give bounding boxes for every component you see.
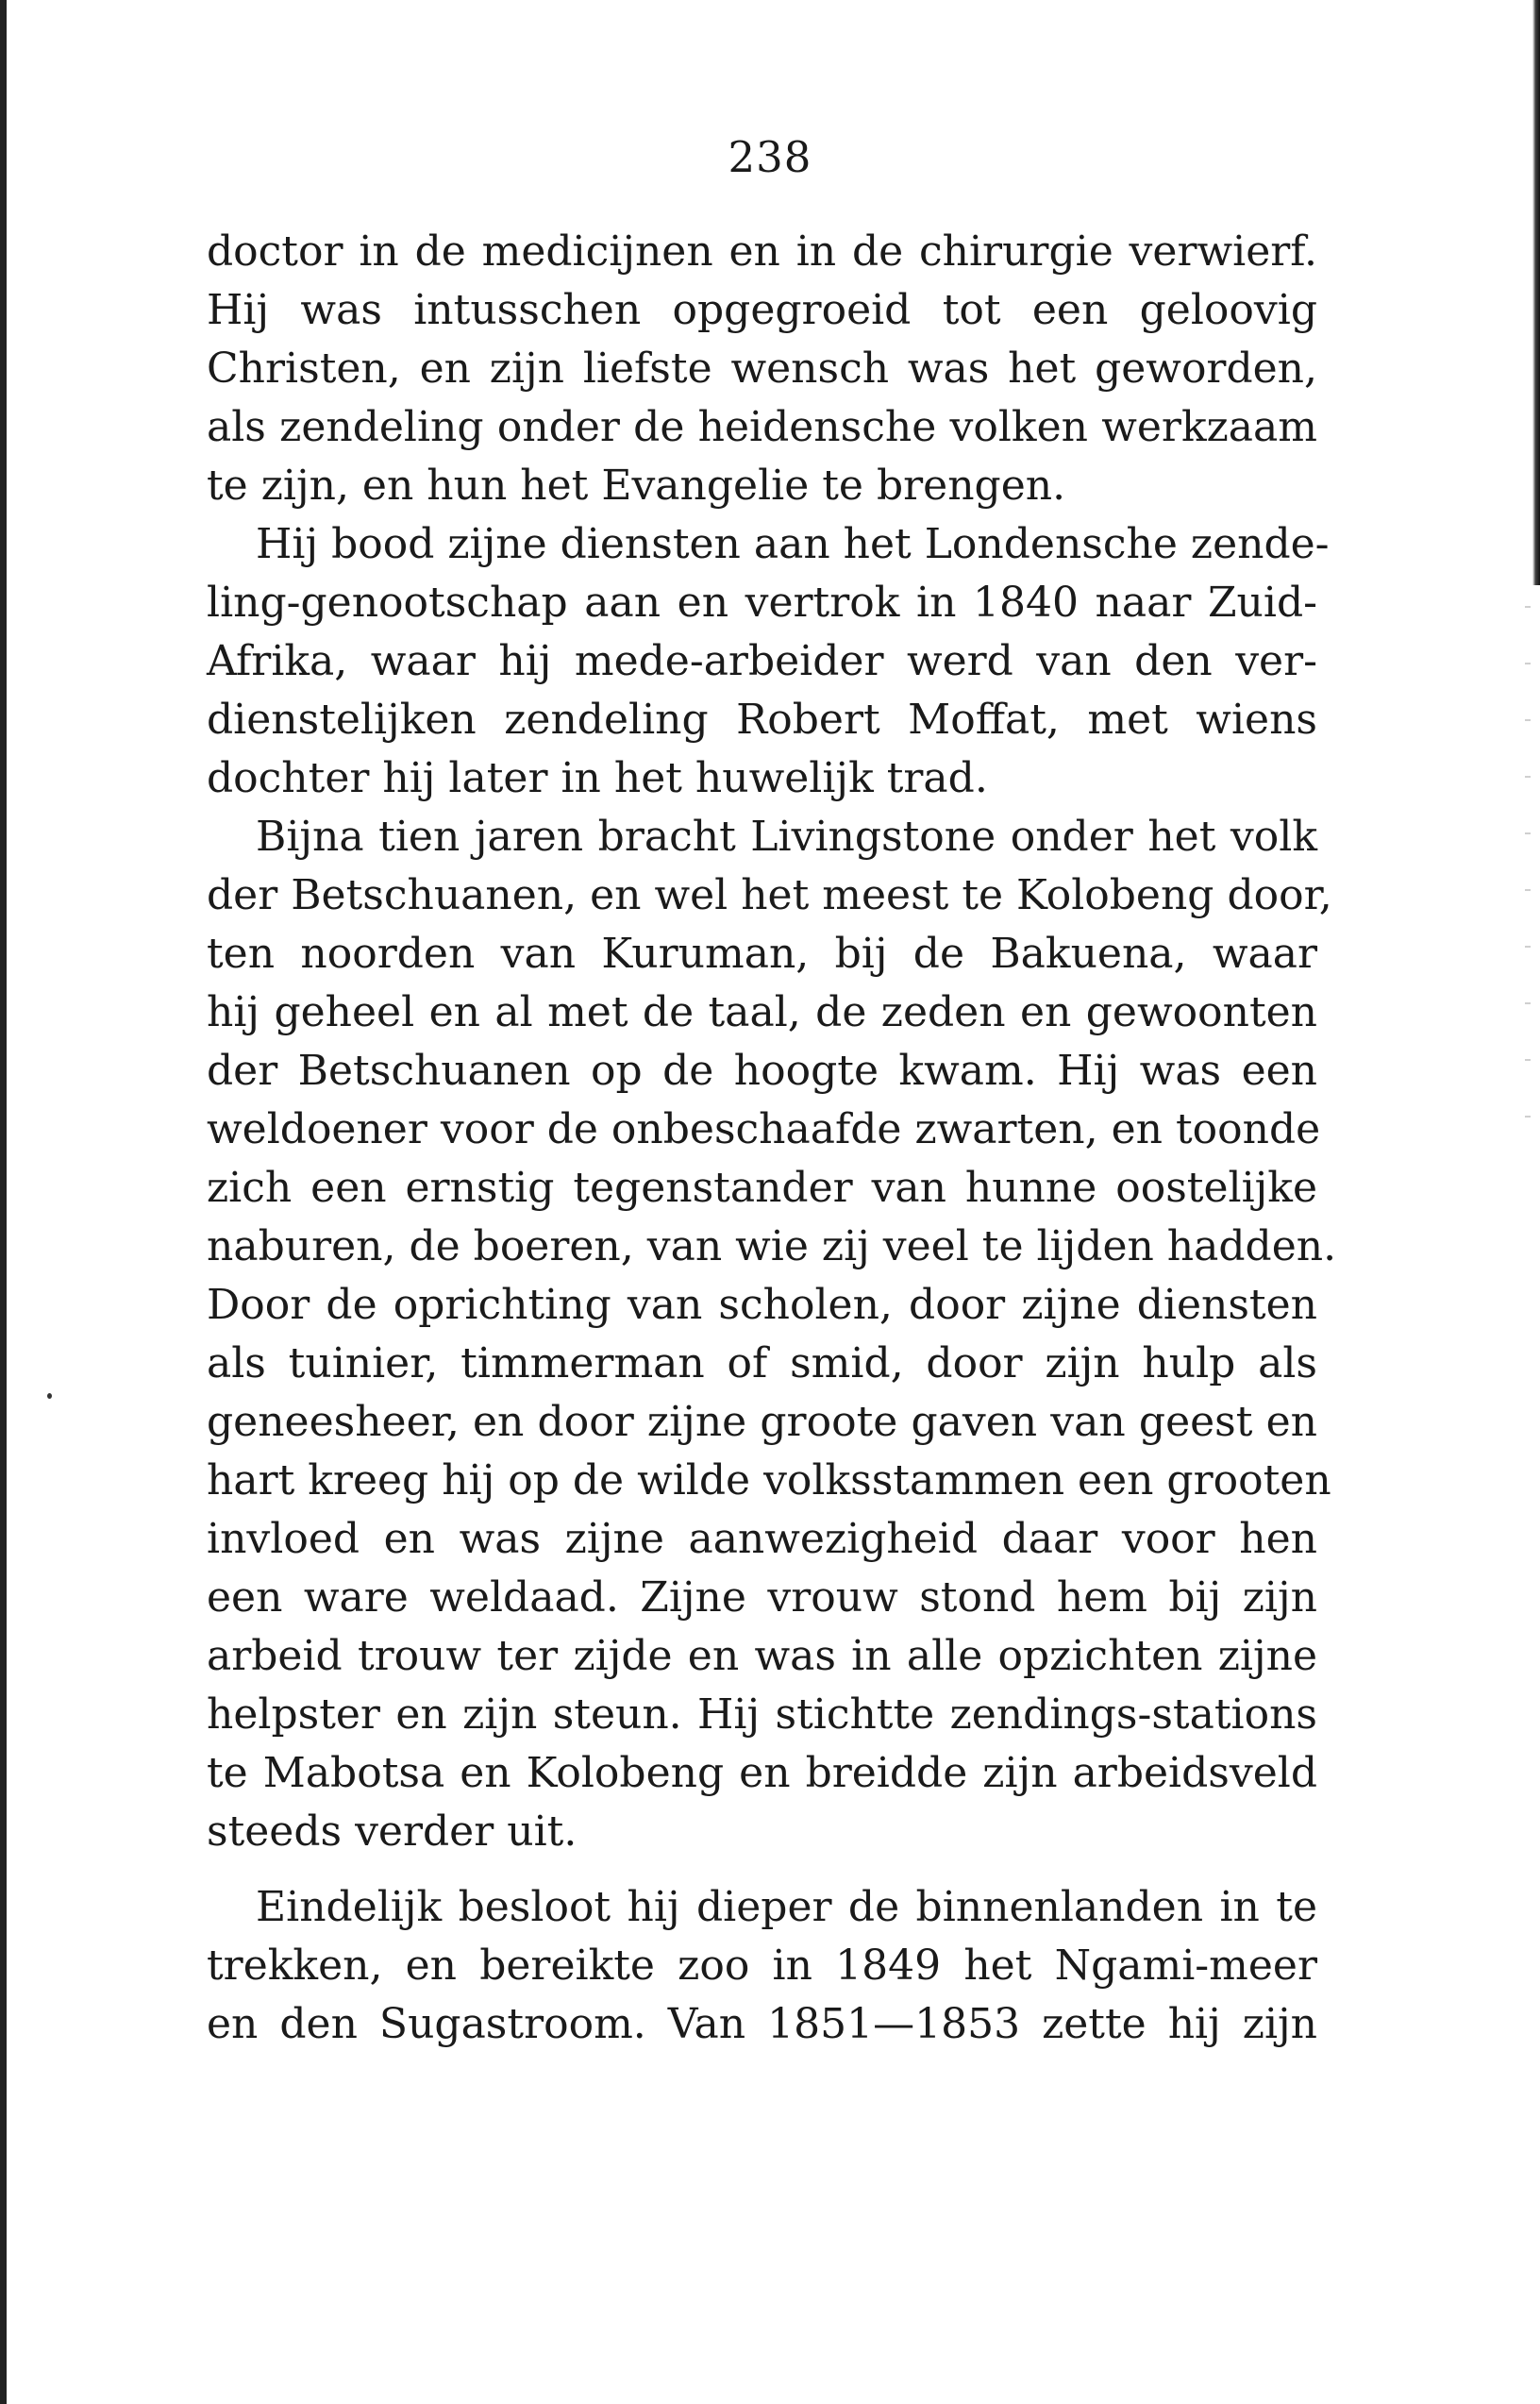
text-line: zich een ernstig tegenstander van hunne oostelijke xyxy=(207,1164,1317,1212)
text-line: Door de oprichting van scholen, door zijne diensten xyxy=(207,1281,1317,1329)
paragraph xyxy=(207,808,1337,1861)
stray-ink-mark xyxy=(47,1393,52,1399)
paragraph xyxy=(207,223,1317,515)
text-line: doctor in de medicijnen en in de chirurgie verwierf. xyxy=(207,227,1317,276)
page-right-speckles xyxy=(1525,585,1531,1152)
text-line: dienstelijken zendeling Robert Moffat, met wiens xyxy=(207,696,1317,744)
text-line: helpster en zijn steun. Hij stichtte zendings-stations xyxy=(207,1690,1317,1739)
text-line: Afrika, waar hij mede-arbeider werd van den ver- xyxy=(207,637,1317,685)
page-right-edge xyxy=(1532,0,1540,585)
text-line: hij geheel en al met de taal, de zeden en gewoonten xyxy=(207,988,1317,1036)
text-line: Hij bood zijne diensten aan het Londensche zende- xyxy=(256,520,1330,568)
text-line: invloed en was zijne aanwezigheid daar voor hen xyxy=(207,1515,1317,1563)
text-line: geneesheer, en door zijne groote gaven van geest en xyxy=(207,1398,1317,1446)
text-line: steeds verder uit. xyxy=(207,1807,578,1856)
paragraph xyxy=(207,515,1330,808)
text-line: Christen, en zijn liefste wensch was het geworden, xyxy=(207,345,1317,393)
text-line: ten noorden van Kuruman, bij de Bakuena, waar xyxy=(207,930,1317,978)
text-line: weldoener voor de onbeschaafde zwarten, en toonde xyxy=(207,1105,1321,1153)
paragraph-gap xyxy=(207,1861,1317,1878)
text-line: Eindelijk besloot hij dieper de binnenlanden in te xyxy=(256,1883,1317,1931)
text-line: dochter hij later in het huwelijk trad. xyxy=(207,754,988,802)
text-line: der Betschuanen op de hoogte kwam. Hij was een xyxy=(207,1047,1317,1095)
text-line: trekken, en bereikte zoo in 1849 het Ngami-meer xyxy=(207,1942,1317,1990)
text-line: Bijna tien jaren bracht Livingstone onder het volk xyxy=(256,813,1317,861)
text-line: naburen, de boeren, van wie zij veel te lijden hadden. xyxy=(207,1222,1337,1270)
text-line: als tuinier, timmerman of smid, door zijn hulp als xyxy=(207,1339,1317,1387)
page-number: 238 xyxy=(728,132,812,182)
body-text xyxy=(207,223,1337,2054)
text-line: der Betschuanen, en wel het meest te Kolobeng door, xyxy=(207,871,1332,919)
text-line: als zendeling onder de heidensche volken werkzaam xyxy=(207,403,1317,451)
text-line: arbeid trouw ter zijde en was in alle opzichten zijne xyxy=(207,1632,1317,1680)
page-binding-edge xyxy=(0,0,7,2404)
text-line: Hij was intusschen opgegroeid tot een geloovig xyxy=(207,286,1317,334)
text-line: en den Sugastroom. Van 1851—1853 zette hij zijn xyxy=(207,2000,1317,2048)
text-line: hart kreeg hij op de wilde volksstammen een grooten xyxy=(207,1456,1331,1505)
paragraph xyxy=(207,1878,1317,2054)
text-line: te Mabotsa en Kolobeng en breidde zijn arbeidsveld xyxy=(207,1749,1317,1797)
text-line: ling-genootschap aan en vertrok in 1840 naar Zuid- xyxy=(207,579,1317,627)
text-line: een ware weldaad. Zijne vrouw stond hem bij zijn xyxy=(207,1573,1317,1622)
text-line: te zijn, en hun het Evangelie te brengen. xyxy=(207,462,1066,510)
